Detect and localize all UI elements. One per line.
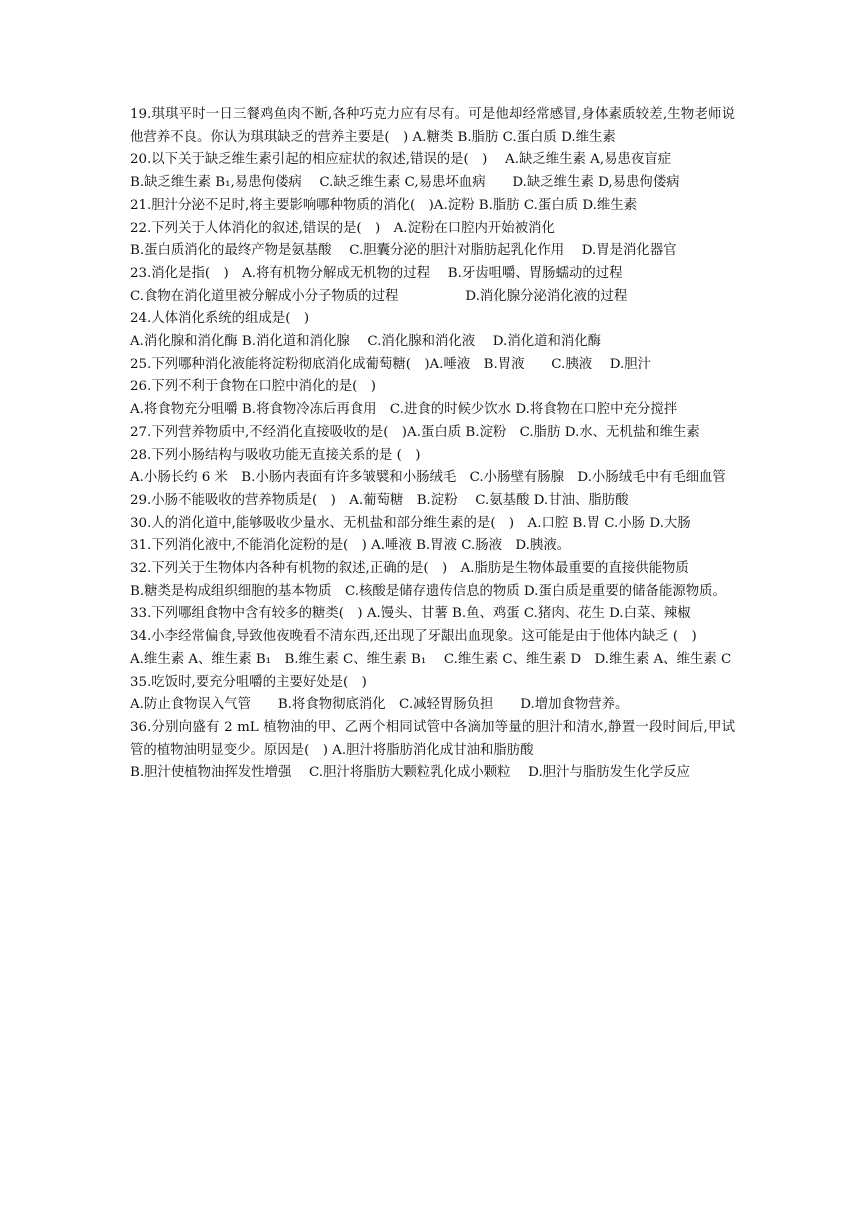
line-q26: 26.下列不利于食物在口腔中消化的是( ) [130,379,376,395]
line-q26-options: A.将食物充分咀嚼 B.将食物冷冻后再食用 C.进食的时候少饮水 D.将食物在口腔中充分搅拌 [130,402,678,418]
line-q34: 34.小李经常偏食,导致他夜晚看不清东西,还出现了牙龈出血现象。这可能是由于他体内缺乏 ( ) [130,629,697,645]
document-page [130,104,735,785]
line-q32: 32.下列关于生物体内各种有机物的叙述,正确的是( ) A.脂肪是生物体最重要的直接供能物质 [130,561,689,577]
line-q31: 31.下列消化液中,不能消化淀粉的是( ) A.唾液 B.胃液 C.肠液 D.胰液。 [130,538,571,554]
line-q30: 30.人的消化道中,能够吸收少量水、无机盐和部分维生素的是( ) A.口腔 B.胃 C.小肠 D.大肠 [130,515,691,531]
line-q22: 22.下列关于人体消化的叙述,错误的是( ) A.淀粉在口腔内开始被消化 [130,220,555,236]
line-q36-options: B.胆汁使植物油挥发性增强 C.胆汁将脂肪大颗粒乳化成小颗粒 D.胆汁与脂肪发生化学反应 [130,765,690,781]
line-q21: 21.胆汁分泌不足时,将主要影响哪种物质的消化( )A.淀粉 B.脂肪 C.蛋白质 D.维生素 [130,197,638,213]
line-q29: 29.小肠不能吸收的营养物质是( ) A.葡萄糖 B.淀粉 C.氨基酸 D.甘油、脂肪酸 [130,492,629,508]
line-q35: 35.吃饭时,要充分咀嚼的主要好处是( ) [130,674,367,690]
line-q35-options: A.防止食物误入气管 B.将食物彻底消化 C.减轻胃肠负担 D.增加食物营养。 [130,697,629,713]
line-q34-options: A.维生素 A、维生素 B₁ B.维生素 C、维生素 B₁ C.维生素 C、维生素 D D.维生素 A、维生素 C [130,651,732,667]
line-q23: 23.消化是指( ) A.将有机物分解成无机物的过程 B.牙齿咀嚼、胃肠蠕动的过程 [130,265,623,281]
line-q33: 33.下列哪组食物中含有较多的糖类( ) A.馒头、甘薯 B.鱼、鸡蛋 C.猪肉、花生 D.白菜、辣椒 [130,606,691,622]
line-q19: 19.琪琪平时一日三餐鸡鱼肉不断,各种巧克力应有尽有。可是他却经常感冒,身体素质较差,生物老师说他营养不良。你认为琪琪缺乏的营养主要是( ) A.糖类 B.脂肪 C.蛋白质 D.维生素 [130,107,735,145]
line-q20: 20.以下关于缺乏维生素引起的相应症状的叙述,错误的是( ) A.缺乏维生素 A,易患夜盲症 [130,152,672,168]
line-q28: 28.下列小肠结构与吸收功能无直接关系的是 ( ) [130,447,421,463]
line-q36: 36.分别向盛有 2 mL 植物油的甲、乙两个相同试管中各滴加等量的胆汁和清水,静置一段时间后,甲试管的植物油明显变少。原因是( ) A.胆汁将脂肪消化成甘油和脂肪酸 [130,719,735,758]
line-q20-options: B.缺乏维生素 B₁,易患佝偻病 C.缺乏维生素 C,易患坏血病 D.缺乏维生素 D,易患佝偻病 [130,175,680,191]
line-q25: 25.下列哪种消化液能将淀粉彻底消化成葡萄糖( )A.唾液 B.胃液 C.胰液 D.胆汁 [130,356,652,372]
line-q23-options: C.食物在消化道里被分解成小分子物质的过程 D.消化腺分泌消化液的过程 [130,288,628,304]
line-q32-options: B.糖类是构成组织细胞的基本物质 C.核酸是储存遗传信息的物质 D.蛋白质是重要的储备能源物质。 [130,583,726,599]
line-q24: 24.人体消化系统的组成是( ) [130,311,310,327]
line-q22-options: B.蛋白质消化的最终产物是氨基酸 C.胆囊分泌的胆汁对脂肪起乳化作用 D.胃是消化器官 [130,243,677,259]
line-q28-options: A.小肠长约 6 米 B.小肠内表面有许多皱襞和小肠绒毛 C.小肠壁有肠腺 D.小肠绒毛中有毛细血管 [130,470,726,486]
line-q24-options: A.消化腺和消化酶 B.消化道和消化腺 C.消化腺和消化液 D.消化道和消化酶 [130,334,602,350]
line-q27: 27.下列营养物质中,不经消化直接吸收的是( )A.蛋白质 B.淀粉 C.脂肪 D.水、无机盐和维生素 [130,424,700,440]
